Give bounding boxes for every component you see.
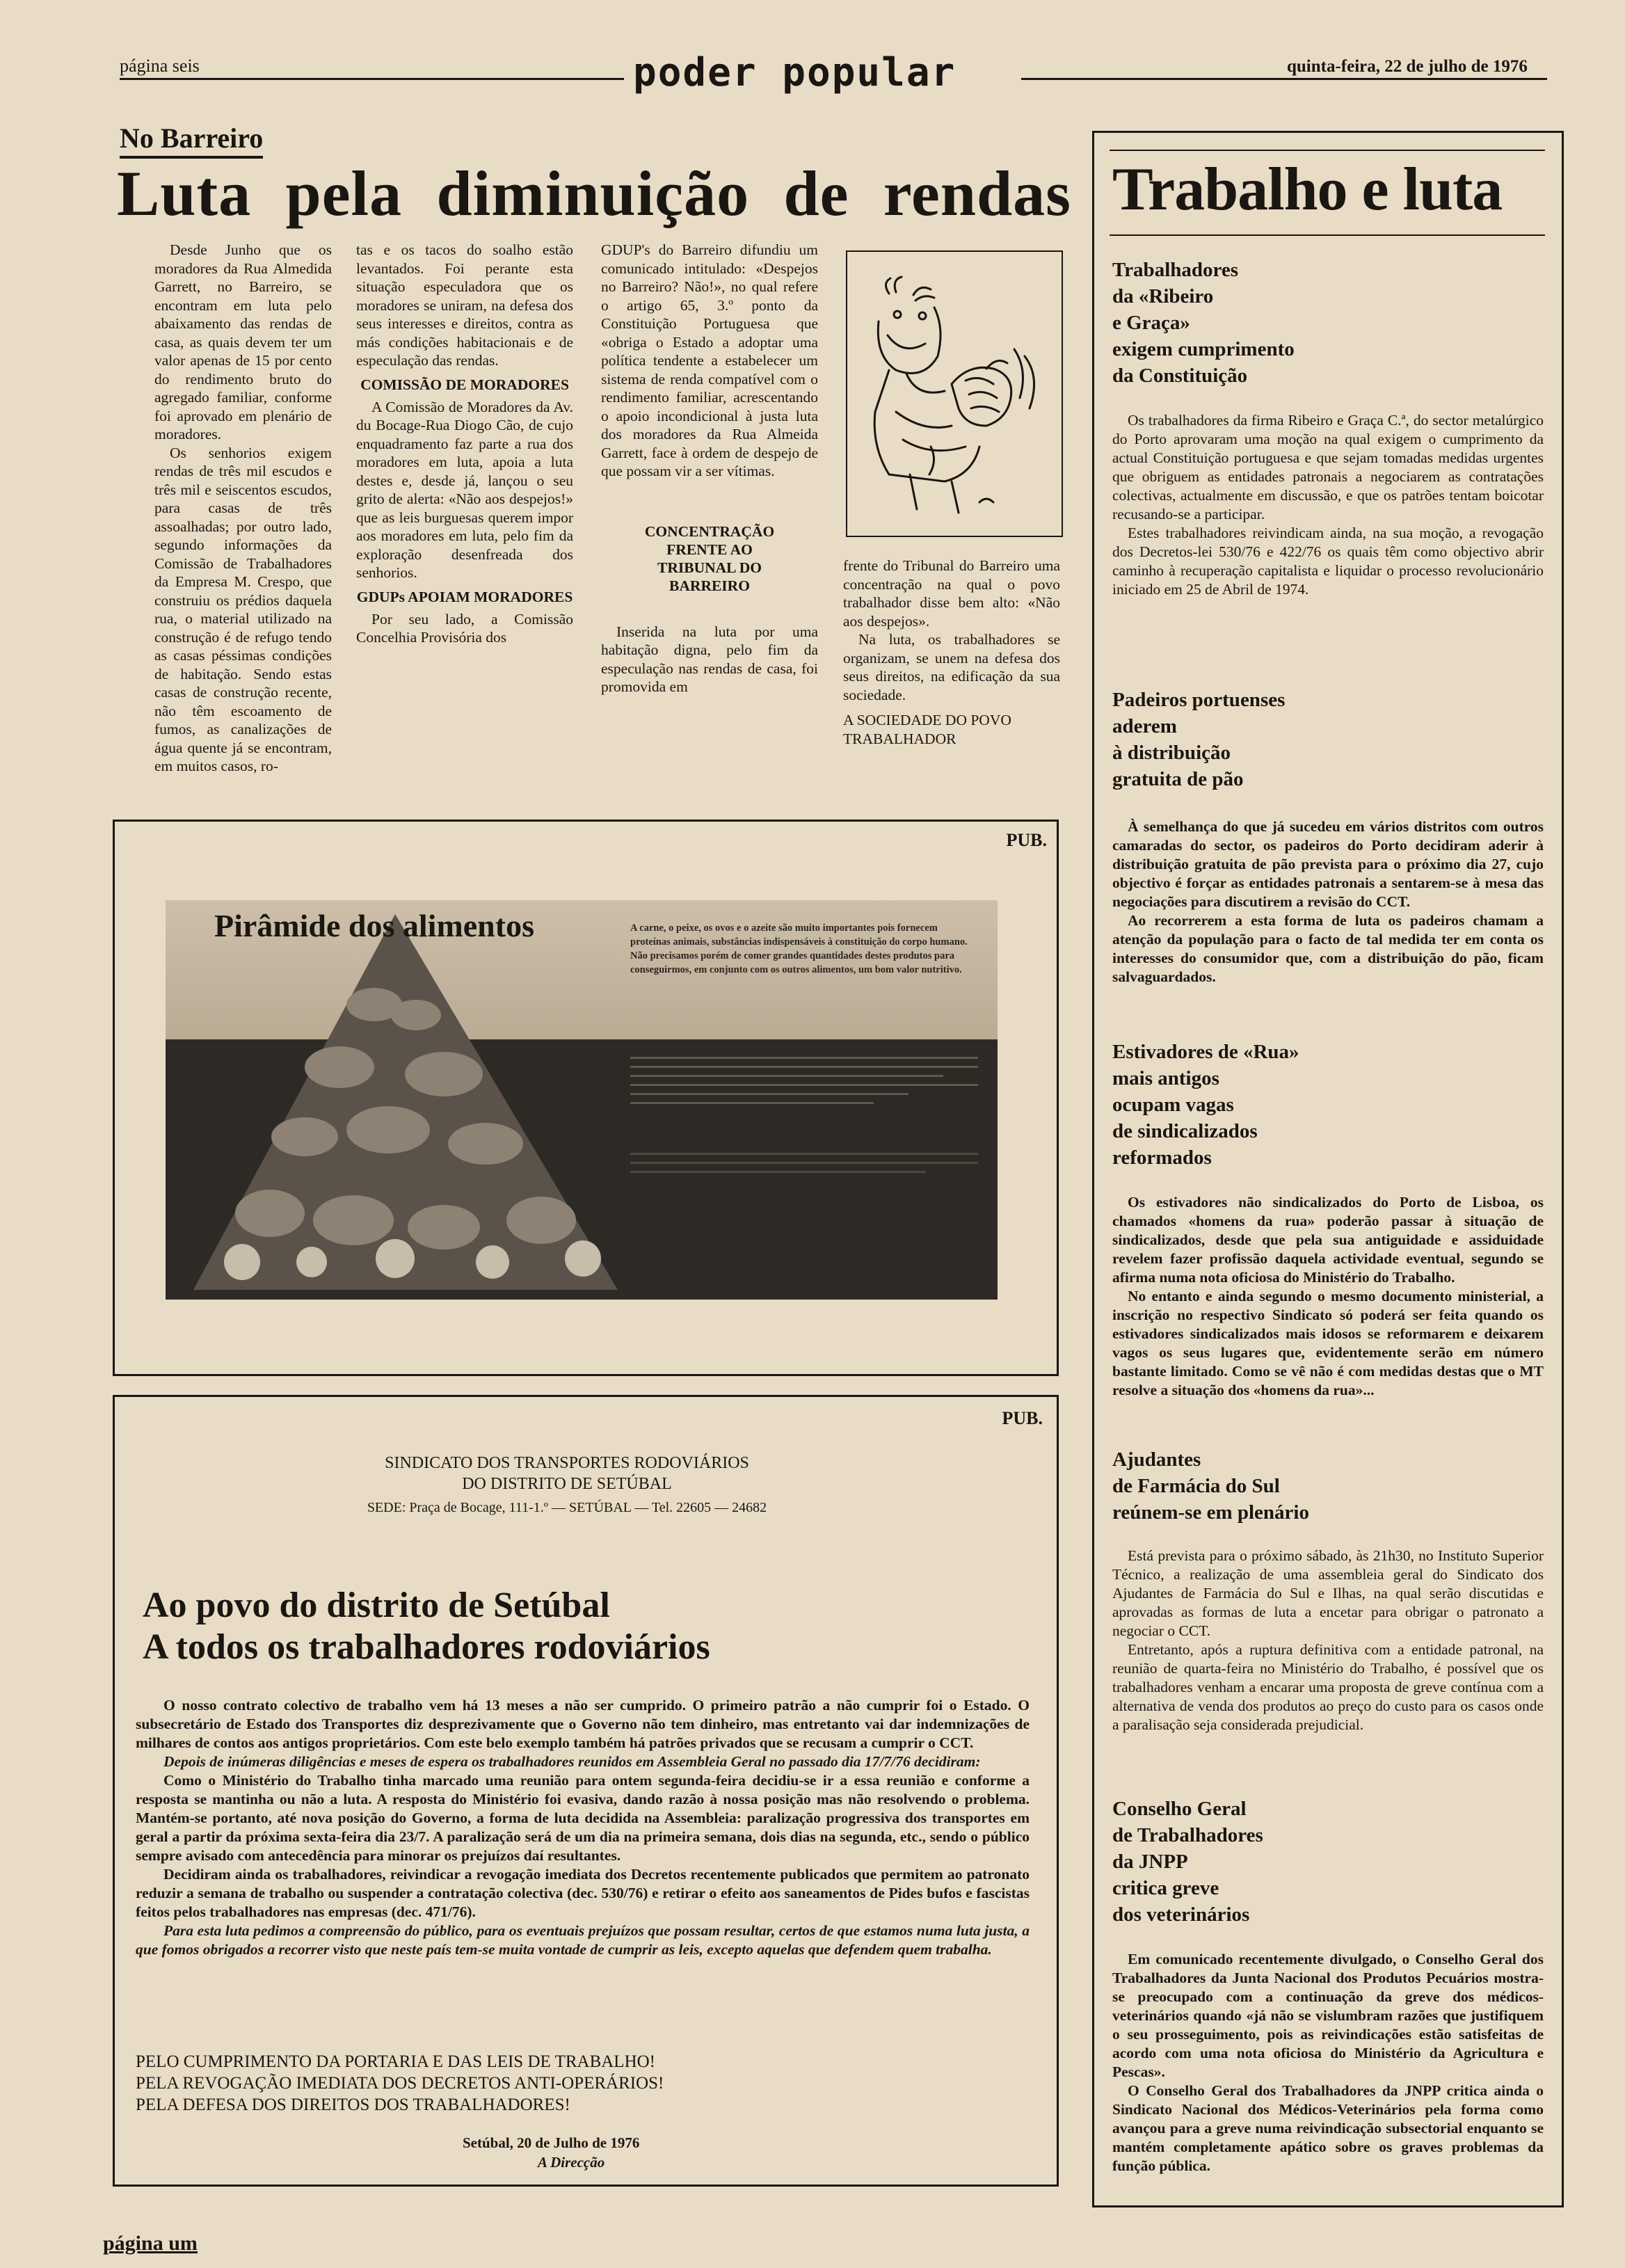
union-name [115, 1453, 1019, 1518]
photo-caption: A carne, o peixe, os ovos e o azeite são muito importantes pois fornecem proteínas animais, substâncias indispensáveis à constituição do corpo humano. Não precisamos porém de comer grandes quantidades destes produtos para conseguirmos, em conjunto com os outros alimentos, um bom valor nutritivo. [630, 923, 968, 975]
subhead-comissao: COMISSÃO DE MORADORES [360, 376, 569, 393]
ad-slogan: PELA DEFESA DOS DIREITOS DOS TRABALHADORES! [136, 2095, 570, 2114]
ad-paragraph: Como o Ministério do Trabalho tinha marcado uma reunião para ontem segunda-feira decidiu-se ir a essa reunião e conforme a resposta se mantinha ou não a luta. A resposta do Ministério foi evasiva, dando razão à nossa posição mas não resolvendo o problema. Mantém-se portanto, até nova posição do Governo, a forma de luta decidida na Assembleia: paralização progressiva dos transportes em geral a partir da próxima sexta-feira dia 23/7. A paralização será de um dia na primeira semana, dois dias na segunda, etc., sendo o público sempre avisado com antecedência para minorar os prejuízos daí resultantes. [136, 1772, 1030, 1864]
sidebar-paragraph: Os estivadores não sindicalizados do Porto de Lisboa, os chamados «homens da rua» poderão passar à situação de sindicalizados, desde que pela sua antiguidade e assiduidade revelem fazer profissão daquela actividade eventual, segundo se afirma numa nota oficiosa do Ministério do Trabalho. [1112, 1194, 1544, 1286]
article-paragraph: Os senhorios exigem rendas de três mil escudos e três mil e seiscentos escudos, para casas de três assoalhadas; por outro lado, segundo informações da Comissão de Trabalhadores da Empresa M. Crespo, que construiu os prédios daquela rua, o material utilizado na construção é de refugo tendo as casas péssimas condições de habitação. Sendo estas casas de construção recente, não têm escoamento de fumos, as canalizações de água quente já se encontram, em muitos casos, ro- [154, 444, 332, 774]
article-paragraph: Por seu lado, a Comissão Concelhia Provisória dos [356, 610, 573, 646]
article-kicker: No Barreiro [120, 122, 263, 159]
sidebar-item-body [1112, 1950, 1544, 2175]
sidebar-item-title: Conselho Geral de Trabalhadores da JNPP critica greve dos veterinários [1112, 1798, 1263, 1926]
sidebar-item-body [1112, 411, 1544, 599]
article-column-3 [601, 241, 818, 696]
sidebar-item-body [1112, 817, 1544, 987]
sidebar-item-title: Estivadores de «Rua» mais antigos ocupam vagas de sindicalizados reformados [1112, 1041, 1299, 1169]
sidebar-item-title: Padeiros portuenses aderem à distribuição gratuita de pão [1112, 689, 1286, 790]
sidebar-paragraph: Estes trabalhadores reivindicam ainda, na sua moção, a revogação dos Decretos-lei 530/76 e 422/76 os quais têm como objectivo abrir caminho à recuperação capitalista e liquidar o processo revolucionário iniciado em 25 de Abril de 1974. [1112, 525, 1544, 598]
sidebar-paragraph: No entanto e ainda segundo o mesmo documento ministerial, a inscrição no respectivo Sindicato só poderá ser feita quando os estivadores sindicalizados mais idosos se reformarem e deixarem vagos os seus lugares que, evidentemente serão em número bastante limitado. Como se vê não é com medidas destas que o MT resolve a situação dos «homens da rua»... [1112, 1288, 1544, 1398]
sidebar-item-title: Trabalhadores da «Ribeiro e Graça» exigem cumprimento da Constituição [1112, 259, 1295, 387]
sidebar-item-title: Ajudantes de Farmácia do Sul reúnem-se em plenário [1112, 1448, 1309, 1524]
header-rule-right [1021, 78, 1547, 80]
footer-page-label: página um [103, 2232, 198, 2255]
sidebar-item [1112, 257, 1544, 599]
sidebar-paragraph: O Conselho Geral dos Trabalhadores da JNPP critica ainda o Sindicato Nacional dos Médicos-Veterinários pela forma como avançou para a greve numa reivindicação subsectorial enquanto se mantém completamente apático sobre os graves problemas da função pública. [1112, 2082, 1544, 2174]
article-paragraph: Inserida na luta por uma habitação digna, pelo fim da especulação nas rendas de casa, foi promovida em [601, 623, 818, 695]
subhead-concentracao: CONCENTRAÇÃO FRENTE AO TRIBUNAL DO BARREIRO [644, 522, 775, 594]
sidebar-item-body [1112, 1193, 1544, 1400]
ad-signed: A Direcção [538, 2154, 605, 2171]
ad-paragraph: Decidiram ainda os trabalhadores, reivindicar a revogação imediata dos Decretos recentemente publicados que permitem ao patronato reduzir a semana de trabalho ou suspender a contratação colectiva (dec. 530/76) e retirar o efeito aos saneamentos de Pides bufos e fascistas feitos pelos trabalhadores nas empresas (dec. 471/76). [136, 1866, 1030, 1920]
ad-paragraph: Depois de inúmeras diligências e meses de espera os trabalhadores reunidos em Assembleia Geral no passado dia 17/7/76 decidiram: [163, 1753, 981, 1770]
article-paragraph: tas e os tacos do soalho estão levantados. Foi perante esta situação especuladora que os moradores se uniram, na defesa dos seus interesses e direitos, contra as más condições habitacionais e de especulação das rendas. [356, 241, 573, 369]
sidebar-item [1112, 687, 1544, 987]
union-name-line-2: DO DISTRITO DE SETÚBAL [462, 1475, 672, 1493]
ad-headline-1: Ao povo do distrito de Setúbal [143, 1586, 610, 1625]
sidebar-top-rule [1110, 150, 1545, 151]
issue-date: quinta-feira, 22 de julho de 1976 [1287, 57, 1528, 76]
ad-slogans [136, 2051, 970, 2116]
pyramid-shape [166, 900, 653, 1300]
sidebar-paragraph: Em comunicado recentemente divulgado, o Conselho Geral dos Trabalhadores da Junta Nacional dos Produtos Pecuários mostra-se preocupado com a continuação da greve dos médicos-veterinários quando «já não se vislumbram razões que justifiquem o seu prosseguimento, pois as reivindicações estão satisfeitas de acordo com uma nota oficiosa do Ministério da Agricultura e Pescas». [1112, 1951, 1544, 2080]
ad-slogan: PELO CUMPRIMENTO DA PORTARIA E DAS LEIS DE TRABALHO! [136, 2052, 656, 2071]
advert-photo [166, 900, 998, 1300]
header-rule-left [120, 78, 624, 80]
ad-place-date: Setúbal, 20 de Julho de 1976 [463, 2134, 640, 2151]
article-paragraph: frente do Tribunal do Barreiro uma concentração na qual o povo trabalhador disse bem alto: «Não aos despejos». [843, 557, 1060, 630]
sidebar-paragraph: Entretanto, após a ruptura definitiva com a entidade patronal, na reunião de quarta-feira no Ministério do Trabalho, é possível que os trabalhadores venham a encarar uma proposta de greve contínua com a alternativa de venda dos produtos ao preço do custo para os casos onde a paralisação seja considerada prejudicial. [1112, 1641, 1544, 1733]
article-signature: A SOCIEDADE DO POVO TRABALHADOR [843, 712, 1011, 747]
photo-caption-lines [630, 1050, 978, 1180]
cartoon-illustration [847, 252, 1062, 536]
advert-union-notice [113, 1395, 1059, 2187]
sidebar-item [1112, 1796, 1544, 2175]
photo-title: Pirâmide dos alimentos [214, 908, 534, 943]
ad-paragraph: Para esta luta pedimos a compreensão do público, para os eventuais prejuízos que possam resultar, certos de que estamos numa luta justa, a que fomos obrigados a recorrer visto que neste país tem-se muita vontade de cumprir as leis, excepto aquelas que defendem quem trabalha. [136, 1922, 1030, 1958]
article-paragraph: GDUP's do Barreiro difundiu um comunicado intitulado: «Despejos no Barreiro? Não!», no qual refere o artigo 65, 3.º ponto da Constituição Portuguesa que «obriga o Estado a adoptar uma política tendente a estabelecer um sistema de renda compatível com o rendimento familiar, acrescentando o apoio incondicional à justa luta dos moradores da Rua Almeida Garrett, face à ordem de despejo de que possam vir a ser vítimas. [601, 241, 818, 479]
article-paragraph: Desde Junho que os moradores da Rua Almedida Garrett, no Barreiro, se encontram em luta pelo abaixamento das rendas de casa, as quais devem ter um valor apenas de 15 por cento do rendimento bruto do agregado familiar, conforme foi aprovado em plenário de moradores. [154, 241, 332, 442]
sidebar-item [1112, 1039, 1544, 1400]
advert-food-pyramid [113, 820, 1059, 1376]
union-address: SEDE: Praça de Bocage, 111-1.º — SETÚBAL — Tel. 22605 — 24682 [367, 1500, 767, 1515]
article-title: Luta pela diminuição de rendas [117, 158, 1071, 229]
article-column-4 [843, 557, 1060, 748]
article-paragraph: A Comissão de Moradores da Av. du Bocage-Rua Diogo Cão, de cujo enquadramento faz parte a rua dos moradores em luta, apoia a luta destes e, desde já, lançou o seu grito de alerta: «Não aos despejos!» que as leis burguesas querem impor aos moradores em luta, pelo fim da exploração desenfreada dos senhorios. [356, 398, 573, 581]
article-column-1 [154, 241, 332, 776]
union-name-line-1: SINDICATO DOS TRANSPORTES RODOVIÁRIOS [385, 1454, 749, 1472]
article-column-2 [356, 241, 573, 647]
ad-headline-2: A todos os trabalhadores rodoviários [143, 1627, 710, 1667]
cartoon-frame [846, 250, 1063, 537]
masthead: poder popular [633, 50, 956, 95]
advert-tag: PUB. [1006, 830, 1047, 850]
sidebar-title: Trabalho e luta [1112, 156, 1503, 223]
article-paragraph: Na luta, os trabalhadores se organizam, se unem na defesa dos seus direitos, na edificação da sua sociedade. [843, 631, 1060, 703]
advert-tag: PUB. [1002, 1408, 1043, 1428]
ad-slogan: PELA REVOGAÇÃO IMEDIATA DOS DECRETOS ANTI-OPERÁRIOS! [136, 2074, 664, 2093]
subhead-gdups: GDUPs APOIAM MORADORES [356, 588, 573, 605]
sidebar-item [1112, 1446, 1544, 1734]
ad-paragraph: O nosso contrato colectivo de trabalho vem há 13 meses a não ser cumprido. O primeiro patrão a não cumprir foi o Estado. O subsecretário de Estado dos Transportes diz desprezivamente que o Governo não tem dinheiro, mas entretanto vai dar indemnizações de milhares de contos aos antigos proprietários. Com este belo exemplo também há patrões privados que se recusam a cumprir o CCT. [136, 1697, 1030, 1751]
sidebar-paragraph: Ao recorrerem a esta forma de luta os padeiros chamam a atenção da população para o facto de tal medida ter em conta os interesses do consumidor que, com a distribuição do pão, ficam salvaguardados. [1112, 912, 1544, 985]
page-number-label: página seis [120, 56, 200, 76]
sidebar-paragraph: Os trabalhadores da firma Ribeiro e Graça C.ª, do sector metalúrgico do Porto aprovaram uma moção na qual exigem o cumprimento da actual Constituição portuguesa e que sejam tomadas medidas urgentes que obriguem as entidades patronais a negociarem as contratações colectivas, actualmente em discussão, e que os patrões tentam boicotar recusando-se a participar. [1112, 412, 1544, 522]
sidebar-paragraph: Está prevista para o próximo sábado, às 21h30, no Instituto Superior Técnico, a realização de uma assembleia geral do Sindicato dos Ajudantes de Farmácia do Sul e Ilhas, na qual serão discutidas e aprovadas as formas de luta a encetar para obrigar o patronato a negociar o CCT. [1112, 1547, 1544, 1639]
sidebar-paragraph: À semelhança do que já sucedeu em vários distritos com outros camaradas do sector, os padeiros do Porto decidiram aderir à distribuição gratuita de pão prevista para o próximo dia 27, cujo objectivo é forçar as entidades patronais a sentarem-se à mesa das negociações para discutirem a revisão do CCT. [1112, 818, 1544, 910]
ad-body [136, 1696, 1030, 1959]
sidebar-title-rule [1110, 234, 1545, 236]
sidebar-trabalho-e-luta [1092, 131, 1564, 2207]
sidebar-item-body [1112, 1547, 1544, 1734]
